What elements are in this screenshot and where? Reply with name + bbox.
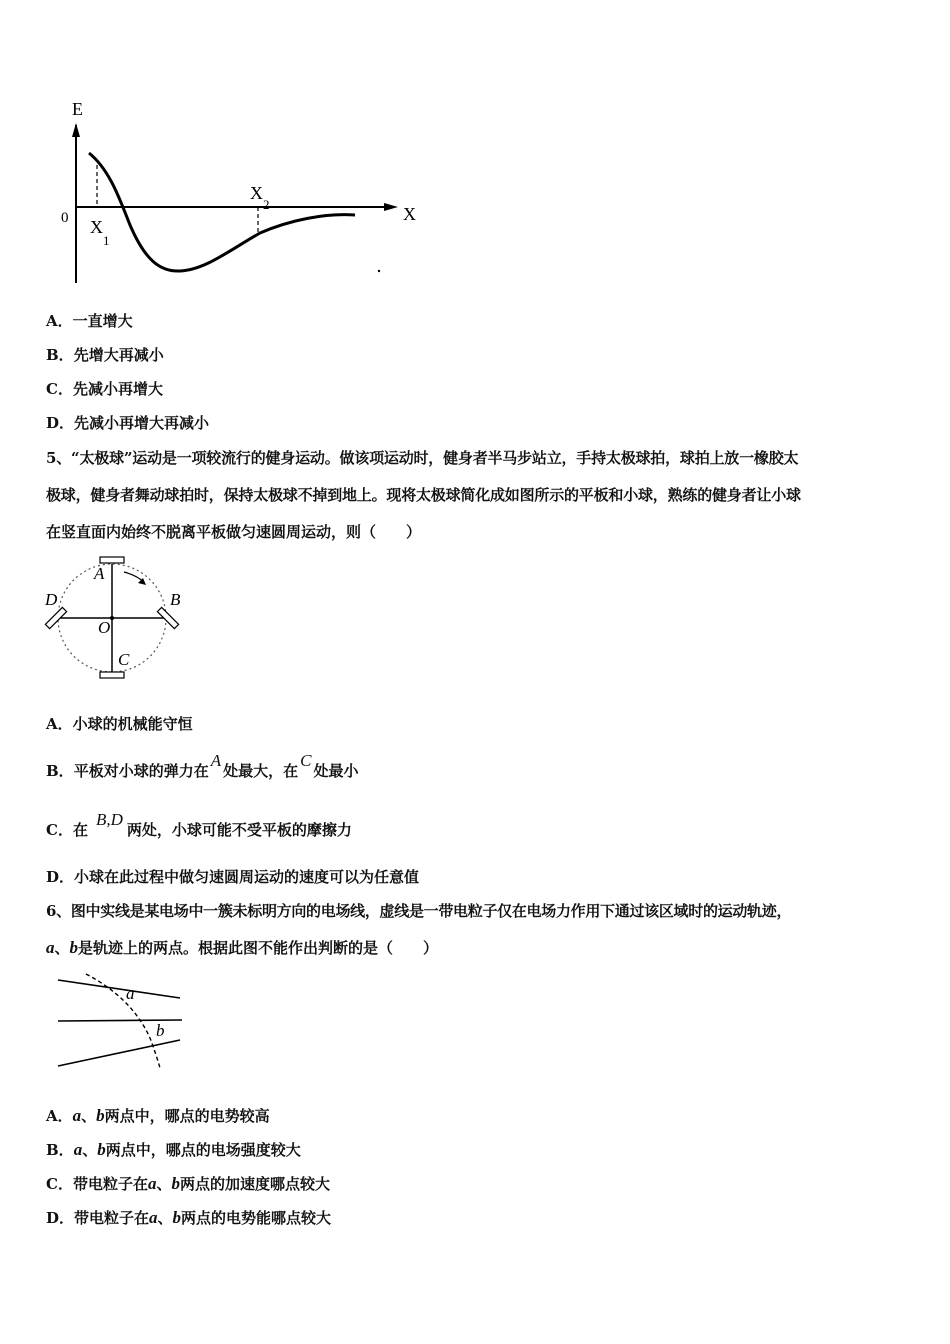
point-a: a: [149, 1208, 158, 1227]
option-text-post: 处最小: [313, 762, 359, 780]
field-line-top: [58, 980, 180, 998]
separator: 、: [156, 1175, 172, 1193]
variable-c: C: [300, 751, 312, 770]
q5-option-c: [46, 810, 352, 840]
q6-option-b: [46, 1140, 301, 1160]
stem-text: 是轨迹上的两点。根据此图不能作出判断的是（ ）: [78, 939, 439, 957]
label-b: B: [170, 590, 181, 609]
point-b: b: [96, 1106, 105, 1125]
field-line-bottom: [58, 1040, 180, 1066]
option-label: B．: [46, 762, 74, 780]
option-label: C．: [46, 821, 73, 839]
q5-option-b: [46, 751, 359, 781]
option-label: B．: [46, 1141, 74, 1159]
option-pre: 带电粒子在: [72, 1175, 148, 1193]
x2-label: X: [250, 183, 263, 203]
separator: 、: [157, 1209, 173, 1227]
option-post: 两点中，哪点的电场强度较大: [105, 1141, 301, 1159]
point-a: a: [72, 1106, 82, 1125]
option-label: D．: [46, 1209, 75, 1227]
option-post: 两点中，哪点的电势较高: [104, 1107, 270, 1125]
option-text: 先增大再减小: [73, 346, 164, 364]
q6-stem-line-1: 6、图中实线是某电场中一簇未标明方向的电场线，虚线是一带电粒子仅在电场力作用下通过该区域时的运动轨迹，: [46, 902, 792, 920]
center-point: [110, 616, 114, 620]
x-axis-label: X: [403, 204, 416, 224]
option-pre: 带电粒子在: [74, 1209, 150, 1227]
taichi-ball-diagram: [40, 555, 190, 685]
point-a-label: a: [46, 938, 55, 957]
origin-label: 0: [61, 210, 69, 226]
separator: 、: [82, 1141, 98, 1159]
q4-option-b: [46, 345, 164, 365]
variable-bd: B,D: [95, 810, 123, 829]
q6-option-d: [46, 1208, 331, 1228]
point-b-figure-label: b: [156, 1021, 165, 1040]
x2-subscript: 2: [263, 197, 270, 212]
separator: 、: [81, 1107, 97, 1125]
point-a: a: [73, 1140, 83, 1159]
electric-field-diagram: [52, 968, 192, 1073]
variable-a: A: [210, 751, 222, 770]
q4-option-d: [46, 413, 209, 433]
x-axis-arrow: [384, 203, 398, 211]
option-text: 先减小再增大再减小: [74, 414, 210, 432]
label-o: O: [98, 618, 111, 637]
paddle-bottom: [100, 672, 124, 678]
q5-option-a: [46, 714, 193, 734]
energy-curve: [89, 153, 355, 271]
point-b: b: [97, 1140, 106, 1159]
x1-label: X: [90, 217, 103, 237]
point-b-label: b: [69, 938, 79, 957]
option-text-mid: 处最大，在: [223, 762, 299, 780]
label-d: D: [45, 590, 58, 609]
option-label: A．: [46, 715, 73, 733]
option-text: 先减小再增大: [72, 380, 163, 398]
point-a-figure-label: a: [126, 984, 135, 1003]
q6-stem-line-2: [46, 938, 438, 958]
option-label: D．: [46, 868, 75, 886]
option-text: 小球在此过程中做匀速圆周运动的速度可以为任意值: [74, 868, 420, 886]
option-post: 两点的加速度哪点较大: [179, 1175, 330, 1193]
option-label: A．: [46, 312, 73, 330]
q5-option-d: [46, 867, 419, 887]
separator: 、: [54, 939, 70, 957]
point-b: b: [171, 1174, 180, 1193]
x1-subscript: 1: [103, 233, 110, 248]
option-label: B．: [46, 346, 74, 364]
q6-option-a: [46, 1106, 270, 1126]
label-c: C: [118, 650, 130, 669]
y-axis-arrow: [72, 123, 80, 137]
option-text-pre: 平板对小球的弹力在: [73, 762, 209, 780]
q5-stem-line-1: 5、“太极球”运动是一项较流行的健身运动。做该项运动时，健身者半马步站立，手持太极球拍，球拍上放一橡胶太: [46, 449, 799, 467]
option-label: C．: [46, 1175, 73, 1193]
option-label: D．: [46, 414, 75, 432]
option-text-post: 两处，小球可能不受平板的摩擦力: [126, 821, 352, 839]
option-label: A．: [46, 1107, 73, 1125]
q4-option-c: [46, 379, 163, 399]
point-a: a: [147, 1174, 157, 1193]
energy-position-graph: [55, 95, 425, 285]
option-post: 两点的电势能哪点较大: [181, 1209, 332, 1227]
option-text-pre: 在: [72, 821, 88, 839]
option-text: 一直增大: [72, 312, 133, 330]
y-axis-label: E: [72, 99, 83, 119]
q5-stem-line-3: 在竖直面内始终不脱离平板做匀速圆周运动，则（ ）: [46, 523, 422, 541]
point-b: b: [172, 1208, 182, 1227]
q5-stem-line-2: 极球，健身者舞动球拍时，保持太极球不掉到地上。现将太极球简化成如图所示的平板和小球，熟练的健身者让小球: [46, 486, 801, 504]
label-a: A: [94, 564, 105, 583]
q6-option-c: [46, 1174, 330, 1194]
stray-dot: [378, 270, 380, 272]
q4-option-a: [46, 311, 133, 331]
paddle-top: [100, 557, 124, 563]
option-label: C．: [46, 380, 73, 398]
option-text: 小球的机械能守恒: [72, 715, 193, 733]
